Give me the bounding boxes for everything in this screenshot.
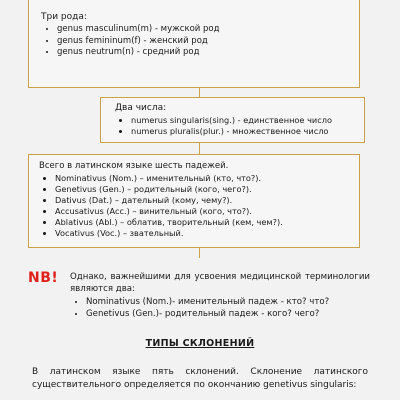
list-item: • numerus singularis(sing.) - единственное число bbox=[131, 115, 358, 126]
list-item: • genus masculinum(m) - мужской род bbox=[57, 24, 349, 36]
list-item: • Ablativus (Abl.) – облатив, творительный (кем, чем?). bbox=[55, 217, 353, 228]
nb-label: NB! bbox=[28, 270, 59, 286]
list-item: • Nominativus (Nom.)- именительный падеж - кто? что? bbox=[86, 296, 370, 308]
cases-title: Всего в латинском языке шесть падежей. bbox=[39, 161, 229, 171]
numbers-list bbox=[115, 115, 358, 137]
list-item: • Genetivus (Gen.)- родительный падеж - кого? чего? bbox=[86, 308, 370, 320]
nb-note bbox=[70, 271, 370, 320]
genders-title: Три рода: bbox=[41, 12, 87, 22]
connector-line bbox=[199, 248, 200, 258]
list-item: • genus neutrum(n) - средний род bbox=[57, 47, 349, 59]
section-paragraph: В латинском языке пять склонений. Склонение латинского существительного определяется по окончанию genetivus singularis: bbox=[32, 367, 368, 390]
cases-box bbox=[28, 154, 360, 248]
list-item: • Genetivus (Gen.) – родительный (кого, чего?). bbox=[55, 184, 353, 195]
list-item: • Vocativus (Voc.) – звательный. bbox=[55, 228, 353, 239]
numbers-box bbox=[100, 97, 365, 143]
list-item: • Dativus (Dat.) – дательный (кому, чему?). bbox=[55, 195, 353, 206]
section-heading: ТИПЫ СКЛОНЕНИЙ bbox=[145, 338, 255, 349]
nb-list bbox=[70, 296, 370, 320]
list-item: • numerus pluralis(plur.) - множественное число bbox=[131, 126, 358, 137]
nb-text: Однако, важнейшими для усвоения медицинской терминологии являются два: bbox=[70, 272, 370, 294]
list-item: • genus femininum(f) - женский род bbox=[57, 36, 349, 48]
list-item: • Accusativus (Acc.) – винительный (кого, что?). bbox=[55, 206, 353, 217]
list-item: • Nominativus (Nom.) – именительный (кто, что?). bbox=[55, 173, 353, 184]
numbers-title: Два числа: bbox=[115, 103, 167, 113]
genders-box bbox=[28, 0, 360, 88]
cases-list bbox=[39, 173, 353, 239]
genders-list bbox=[41, 24, 349, 59]
